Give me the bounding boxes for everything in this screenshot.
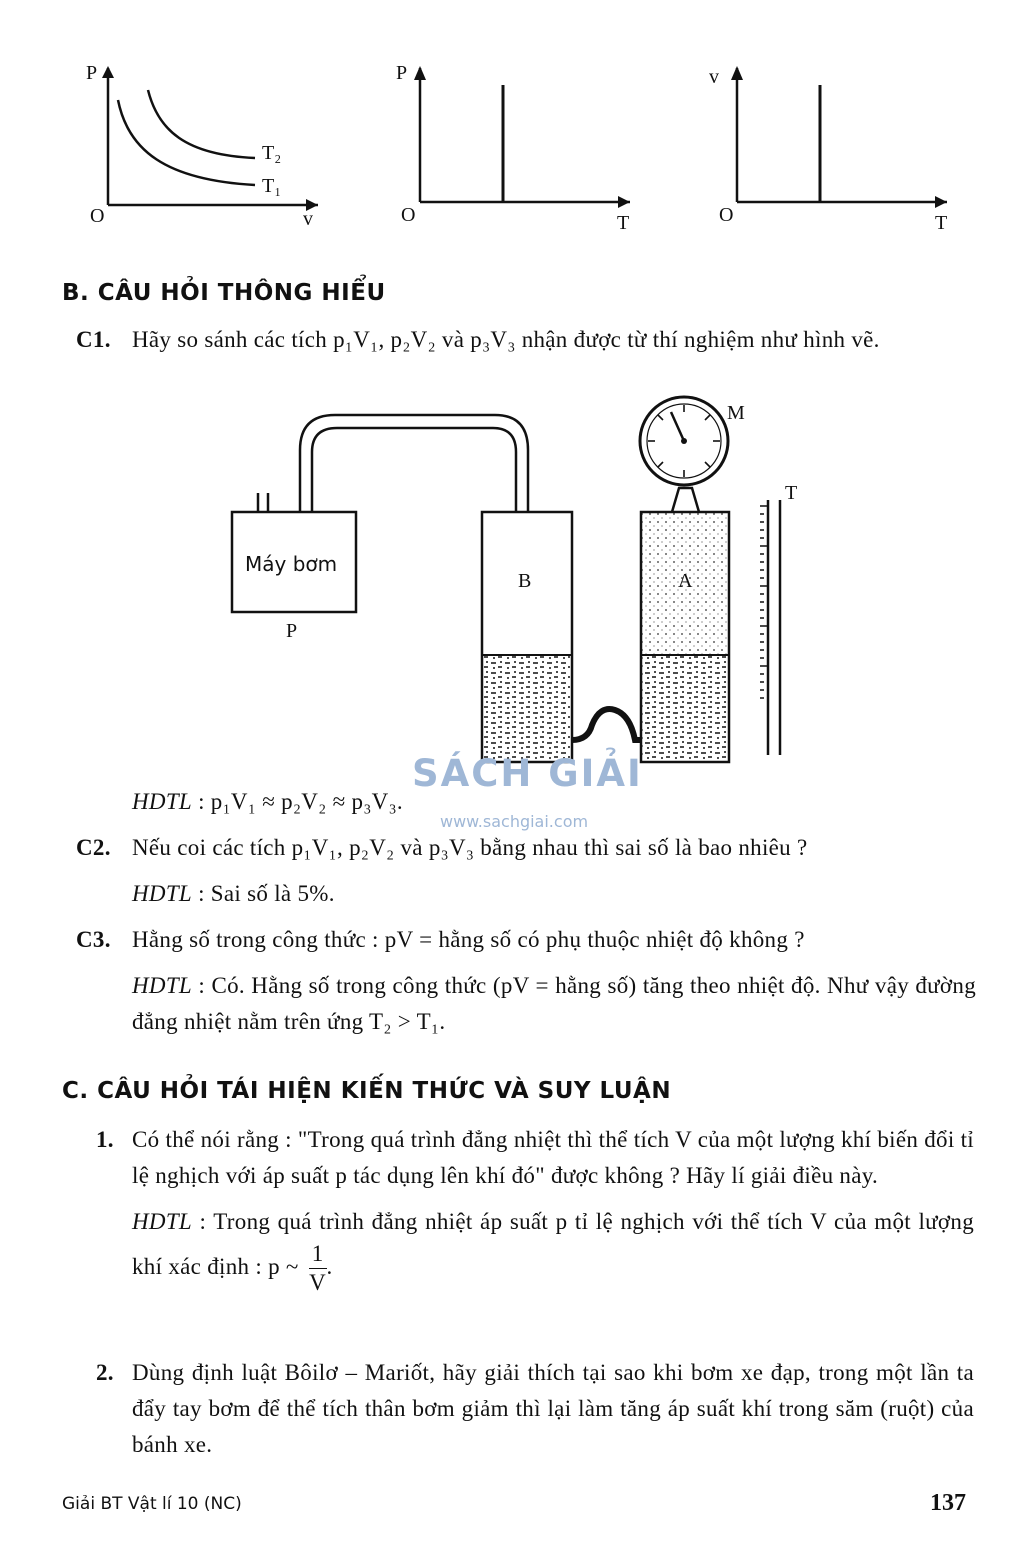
fraction-denominator: V [309, 1270, 327, 1295]
vessel-a-label: A [678, 570, 693, 592]
q1-answer [132, 1204, 974, 1297]
q1-number: 1. [96, 1127, 114, 1152]
c2-answer-label: HDTL [132, 881, 193, 906]
c1-answer-text: : p₁V₁ ≈ p₂V₂ ≈ p₃V₃. [192, 789, 403, 814]
graph1-y-label: P [86, 62, 98, 84]
c1-number: C1. [76, 327, 111, 352]
watermark-logo: SÁCH GIẢI [412, 752, 643, 795]
graph1-curve-t1-label: T₁ [262, 175, 282, 197]
c3-number: C3. [76, 927, 111, 952]
c2-text: Nếu coi các tích p₁V₁, p₂V₂ và p₃V₃ bằng nhau thì sai số là bao nhiêu ? [132, 835, 808, 860]
pump-letter: P [286, 620, 298, 642]
u-connector-tube [572, 709, 641, 740]
watermark-url: www.sachgiai.com [440, 812, 589, 831]
question-1 [96, 1122, 974, 1297]
graph2-y-label: P [396, 62, 408, 84]
page-number: 137 [930, 1490, 966, 1516]
q2-text: Dùng định luật Bôilơ – Mariốt, hãy giải thích tại sao khi bơm xe đạp, trong một lần ta đẩy tay bơm để thể tích thân bơm giảm thì lại làm tăng áp suất khí trong săm (ruột) của bánh xe. [132, 1360, 974, 1457]
c2-answer-text: : Sai số là 5%. [192, 881, 335, 906]
vessel-b-label: B [518, 570, 532, 592]
c3-answer-text: : Có. Hằng số trong công thức (pV = hằng số) tăng theo nhiệt độ. Như vậy đường đẳng nhiệt nằm trên ứng T₂ > T₁. [132, 973, 976, 1034]
q2-number: 2. [96, 1360, 114, 1385]
graph3-x-label: T [935, 212, 948, 234]
c3-answer [132, 968, 976, 1040]
c1-answer [132, 784, 403, 820]
c2-number: C2. [76, 835, 111, 860]
section-c-title: C. CÂU HỎI TÁI HIỆN KIẾN THỨC VÀ SUY LUẬN [62, 1078, 672, 1104]
section-b-title: B. CÂU HỎI THÔNG HIỂU [62, 280, 386, 306]
fraction [309, 1240, 327, 1297]
c1-text: Hãy so sánh các tích p₁V₁, p₂V₂ và p₃V₃ nhận được từ thí nghiệm như hình vẽ. [132, 327, 880, 352]
q1-answer-label: HDTL [132, 1209, 193, 1234]
graph3-y-label: v [709, 66, 719, 88]
graph1-origin: O [90, 205, 105, 227]
c2-answer [132, 876, 976, 912]
fraction-tail: . [326, 1253, 333, 1279]
footer-book-title: Giải BT Vật lí 10 (NC) [62, 1494, 242, 1514]
c3-answer-label: HDTL [132, 973, 193, 998]
question-2 [96, 1355, 974, 1463]
q1-answer-text: : Trong quá trình đẳng nhiệt áp suất p tỉ lệ nghịch với thể tích V của một lượng khí xác định : p ~ [132, 1209, 974, 1279]
q1-text: Có thể nói rằng : "Trong quá trình đẳng nhiệt thì thể tích V của một lượng khí biến đổi tỉ lệ nghịch với áp suất p tác dụng lên khí đó" được không ? Hãy lí giải điều này. [132, 1127, 974, 1188]
fraction-numerator: 1 [309, 1240, 327, 1269]
graph2-x-label: T [617, 212, 630, 234]
graph1-curve-t2-label: T₂ [262, 142, 282, 164]
connecting-tube [300, 415, 528, 512]
c3-text: Hằng số trong công thức : pV = hằng số có phụ thuộc nhiệt độ không ? [132, 927, 805, 952]
graph2-origin: O [401, 204, 416, 226]
vessel-b-mercury [484, 655, 570, 760]
graph1-x-label: v [303, 208, 313, 230]
gauge-label: M [727, 402, 745, 424]
c1-answer-label: HDTL [132, 789, 193, 814]
thermometer-label: T [785, 482, 798, 504]
pump-label: Máy bơm [245, 552, 338, 576]
vessel-a-mercury [643, 655, 727, 760]
question-c2 [76, 830, 976, 912]
question-c3 [76, 922, 976, 1040]
graph3-origin: O [719, 204, 734, 226]
